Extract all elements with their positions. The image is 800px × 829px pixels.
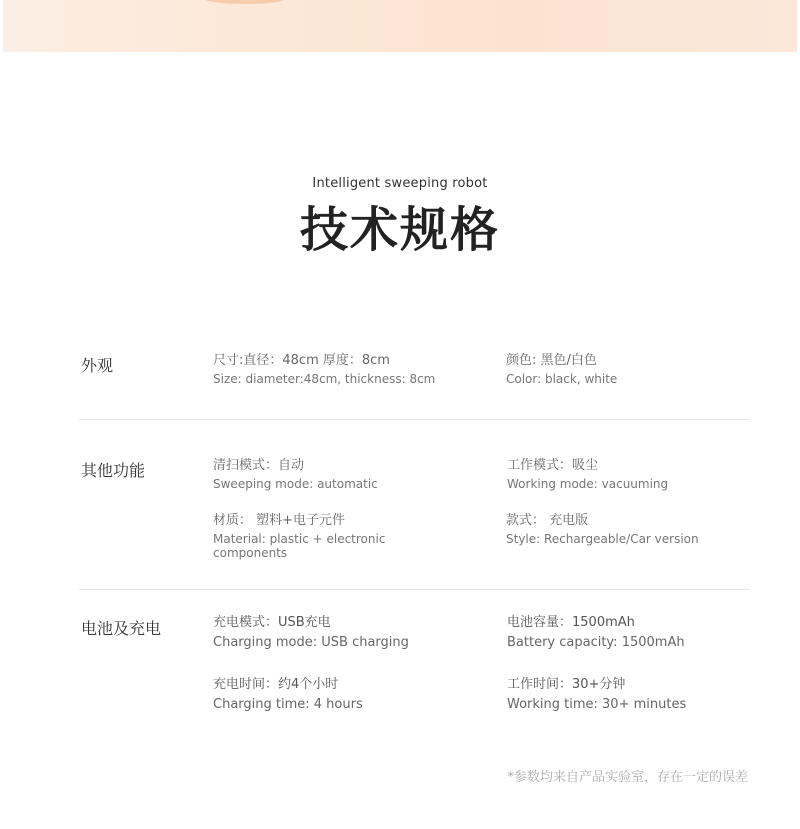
spec-working-mode-en: Working mode: vacuuming — [507, 477, 669, 491]
banner-glow — [205, 0, 285, 4]
spec-style-en: Style: Rechargeable/Car version — [506, 532, 699, 546]
spec-charging-mode-en: Charging mode: USB charging — [213, 635, 409, 650]
spec-color-zh: 颜色: 黑色/白色 — [506, 353, 597, 368]
spec-working-mode-zh: 工作模式：吸尘 — [507, 458, 599, 473]
spec-battery-capacity-zh: 电池容量：1500mAh — [507, 615, 635, 630]
spec-sweeping-mode-en: Sweeping mode: automatic — [213, 477, 378, 491]
spec-material — [213, 512, 413, 560]
spec-working-time — [507, 676, 747, 714]
spec-size-zh: 尺寸:直径：48cm 厚度：8cm — [213, 353, 390, 368]
spec-working-time-en: Working time: 30+ minutes — [507, 697, 687, 712]
section-label-battery-charging: 电池及充电 — [81, 619, 162, 638]
spec-charging-time-zh: 充电时间：约4个小时 — [213, 677, 339, 692]
spec-color-en: Color: black, white — [506, 372, 618, 386]
divider — [79, 419, 749, 420]
spec-sweeping-mode-zh: 清扫模式：自动 — [213, 458, 305, 473]
spec-size-en: Size: diameter:48cm, thickness: 8cm — [213, 372, 436, 386]
spec-sweeping-mode — [213, 457, 453, 491]
spec-charging-time-en: Charging time: 4 hours — [213, 697, 363, 712]
footnote: *参数均来自产品实验室，存在一定的误差 — [507, 770, 748, 785]
spec-battery-capacity-en: Battery capacity: 1500mAh — [507, 635, 685, 650]
section-label-other-functions: 其他功能 — [81, 461, 146, 480]
spec-material-zh: 材质： 塑料+电子元件 — [213, 513, 346, 528]
top-banner — [0, 0, 800, 52]
page-title: 技术规格 — [299, 202, 500, 258]
spec-battery-capacity — [507, 614, 747, 652]
spec-material-en: Material: plastic + electronic components — [213, 532, 386, 560]
spec-working-time-zh: 工作时间：30+分钟 — [507, 677, 626, 692]
spec-charging-mode-zh: 充电模式：USB充电 — [213, 615, 331, 630]
section-label-appearance: 外观 — [81, 356, 114, 375]
spec-size — [213, 352, 453, 386]
spec-charging-time — [213, 676, 453, 714]
divider — [79, 589, 749, 590]
spec-charging-mode — [213, 614, 453, 652]
spec-style — [506, 512, 746, 546]
spec-color — [506, 352, 746, 386]
spec-working-mode — [507, 457, 747, 491]
page-subtitle: Intelligent sweeping robot — [312, 176, 488, 191]
banner-left-edge — [0, 0, 3, 52]
spec-style-zh: 款式： 充电版 — [506, 513, 589, 528]
